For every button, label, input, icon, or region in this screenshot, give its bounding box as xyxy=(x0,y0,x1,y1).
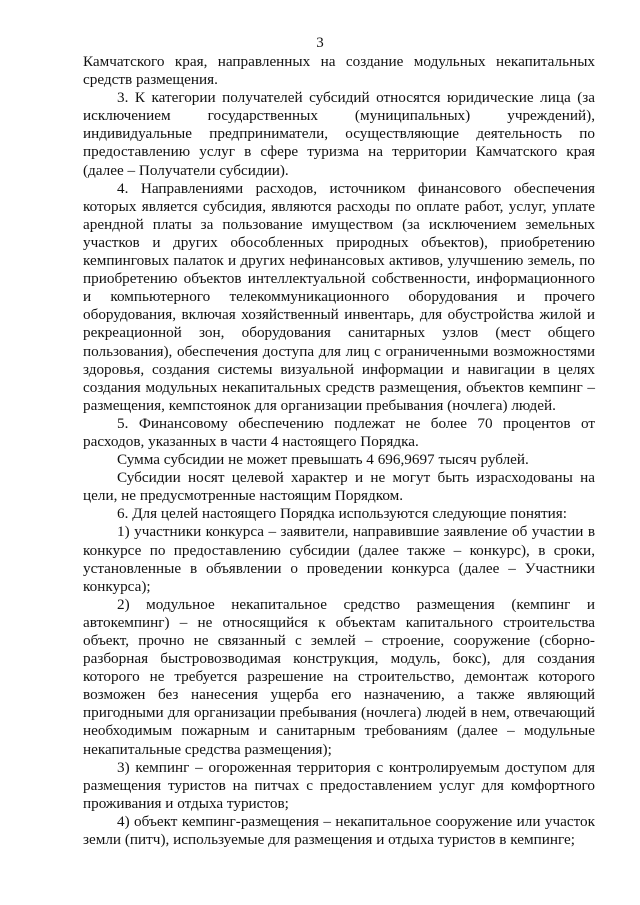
definition-camping: 3) кемпинг – огороженная территория с контролируемым доступом для размещения туристов на питчах с предоставлением услуг для комфортного проживания и отдыха туристов; xyxy=(83,758,595,812)
definition-modular-accommodation: 2) модульное некапитальное средство размещения (кемпинг и автокемпинг) – не относящийся к объектам капитального строительства объект, прочно не связанный с землей – строение, сооружение (сборно-разборная быстровозводимая конструкция, модуль, бокс), для создания которого не требуется разрешение на строительство, демонтаж которого возможен без нанесения ущерба его назначению, а также являющий пригодными для организации пребывания (ночлега) людей в нем, отвечающий необходимым пожарным и санитарным требованиям (далее – модульные некапитальные средства размещения); xyxy=(83,595,595,758)
document-body xyxy=(83,53,595,849)
paragraph-item-6: 6. Для целей настоящего Порядка используются следующие понятия: xyxy=(117,505,567,523)
definition-participants: 1) участники конкурса – заявители, направившие заявление об участии в конкурсе по предоставлению субсидии (далее также – конкурс), в сроки, установленные в объявлении о проведении конкурса (далее – Участники конкурса); xyxy=(83,523,595,595)
paragraph-item-5: 5. Финансовому обеспечению подлежат не более 70 процентов от расходов, указанных в части 4 настоящего Порядка. xyxy=(83,414,595,450)
definition-camping-object: 4) объект кемпинг-размещения – некапитальное сооружение или участок земли (питч), используемые для размещения и отдыха туристов в кемпинге; xyxy=(83,812,595,849)
paragraph-subsidy-purpose: Субсидии носят целевой характер и не могут быть израсходованы на цели, не предусмотренные настоящим Порядком. xyxy=(83,469,595,505)
paragraph-item-3: 3. К категории получателей субсидий относятся юридические лица (за исключением государственных (муниципальных) учреждений), индивидуальные предприниматели, осуществляющие деятельность по предоставлению услуг в сфере туризма на территории Камчатского края (далее – Получатели субсидии). xyxy=(83,89,595,179)
paragraph-continuation: Камчатского края, направленных на создание модульных некапитальных средств размещения. xyxy=(83,53,595,89)
paragraph-subsidy-limit: Сумма субсидии не может превышать 4 696,9697 тысяч рублей. xyxy=(117,451,529,469)
paragraph-item-4: 4. Направлениями расходов, источником финансового обеспечения которых является субсидия, являются расходы по оплате работ, услуг, уплате арендной платы за пользование имуществом (за исключением земельных участков и других обособленных природных объектов), приобретению кемпинговых палаток и других нефинансовых активов, улучшению земель, по приобретению объектов интеллектуальной собственности, информационного и компьютерного телекоммуникационного оборудования и прочего оборудования, включая хозяйственный инвентарь, для обустройства жилой и рекреационной зон, оборудования санитарных узлов (мест общего пользования), обеспечения доступа для лиц с ограниченными возможностями здоровья, создания системы визуальной информации и навигации в целях создания модульных некапитальных средств размещения, объектов кемпинг – размещения, кемпстоянок для организации пребывания (ночлега) людей. xyxy=(83,179,595,414)
page-number: 3 xyxy=(316,35,324,51)
